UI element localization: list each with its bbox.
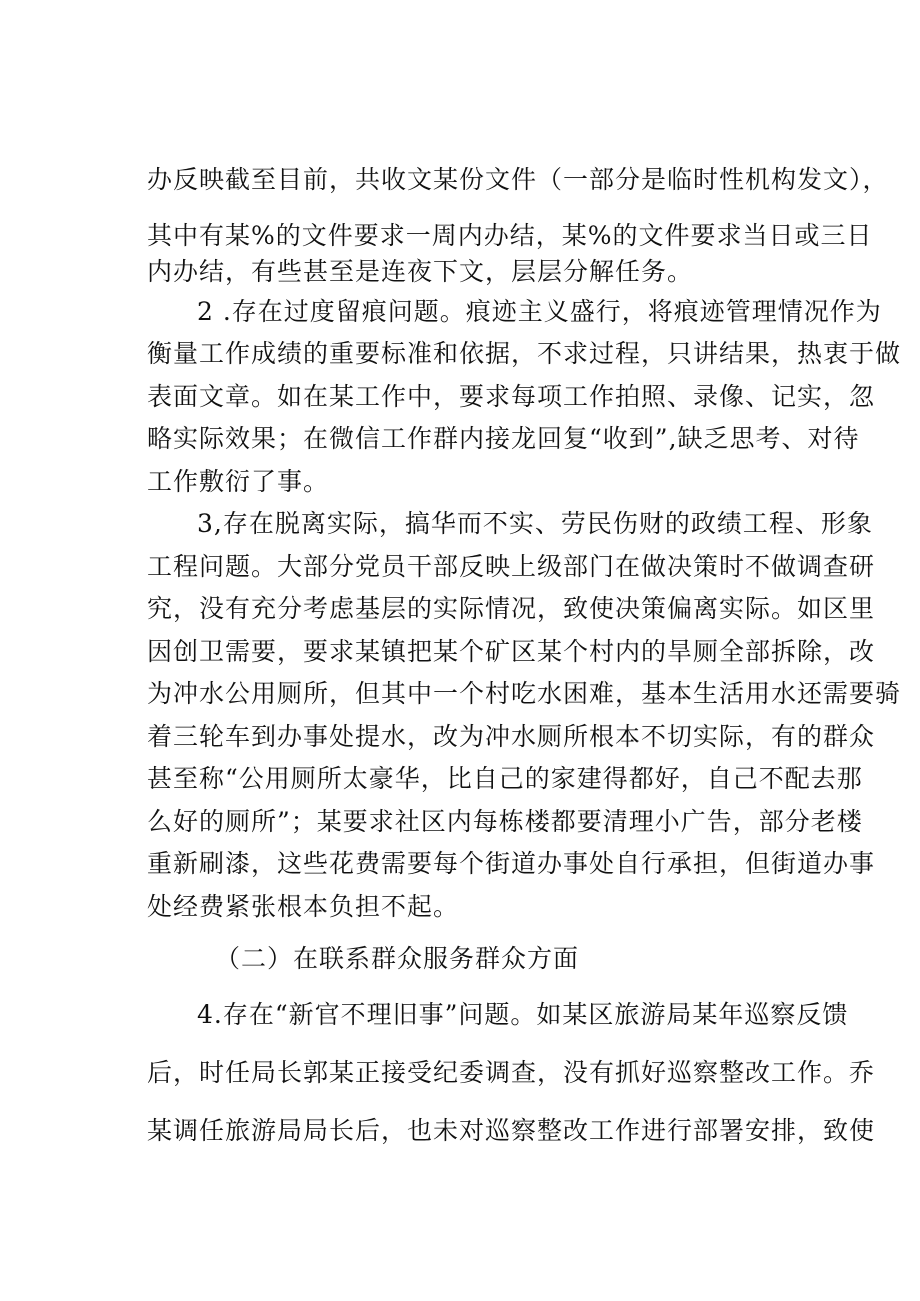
text-line: 因创卫需要，要求某镇把某个矿区某个村内的旱厕全部拆除，改: [147, 637, 876, 666]
text-line: 某调任旅游局局长后，也未对巡察整改工作进行部署安排，致使: [147, 1116, 876, 1145]
text-line: 为冲水公用厕所，但其中一个村吃水困难，基本生活用水还需要骑: [147, 679, 902, 708]
text-line: 甚至称“公用厕所太豪华，比自己的家建得都好，自己不配去那: [147, 764, 863, 793]
text-line: 略实际效果；在微信工作群内接龙回复“收到”,缺乏思考、对待: [147, 424, 860, 453]
text-line: 后，时任局长郭某正接受纪委调查，没有抓好巡察整改工作。乔: [147, 1058, 876, 1087]
paragraph-start-line: 2 .存在过度留痕问题。痕迹主义盛行，将痕迹管理情况作为: [197, 297, 882, 326]
text-line: 工程问题。大部分党员干部反映上级部门在做决策时不做调查研: [147, 552, 876, 581]
text-line: 究，没有充分考虑基层的实际情况，致使决策偏离实际。如区里: [147, 594, 876, 623]
paragraph-start-line: 4.存在“新官不理旧事”问题。如某区旅游局某年巡察反馈: [197, 1000, 849, 1029]
paragraph-start-line: 3,存在脱离实际，搞华而不实、劳民伤财的政绩工程、形象: [197, 509, 873, 538]
text-line: 处经费紧张根本负担不起。: [147, 892, 460, 921]
text-line: 内办结，有些甚至是连夜下文，层层分解任务。: [147, 257, 694, 286]
text-line: 着三轮车到办事处提水，改为冲水厕所根本不切实际，有的群众: [147, 722, 876, 751]
section-heading: （二）在联系群众服务群众方面: [215, 944, 580, 973]
text-line: 重新刷漆，这些花费需要每个街道办事处自行承担，但街道办事: [147, 849, 876, 878]
text-line: 么好的厕所”；某要求社区内每栋楼都要清理小广告，部分老楼: [147, 807, 863, 836]
text-line: 表面文章。如在某工作中，要求每项工作拍照、录像、记实，忽: [147, 382, 876, 411]
text-line: 其中有某%的文件要求一周内办结，某%的文件要求当日或三日: [147, 221, 873, 250]
text-line: 工作敷衍了事。: [147, 467, 330, 496]
text-line: 办反映截至目前，共收文某份文件（一部分是临时性机构发文），: [147, 165, 889, 194]
text-line: 衡量工作成绩的重要标准和依据，不求过程，只讲结果，热衷于做: [147, 339, 902, 368]
